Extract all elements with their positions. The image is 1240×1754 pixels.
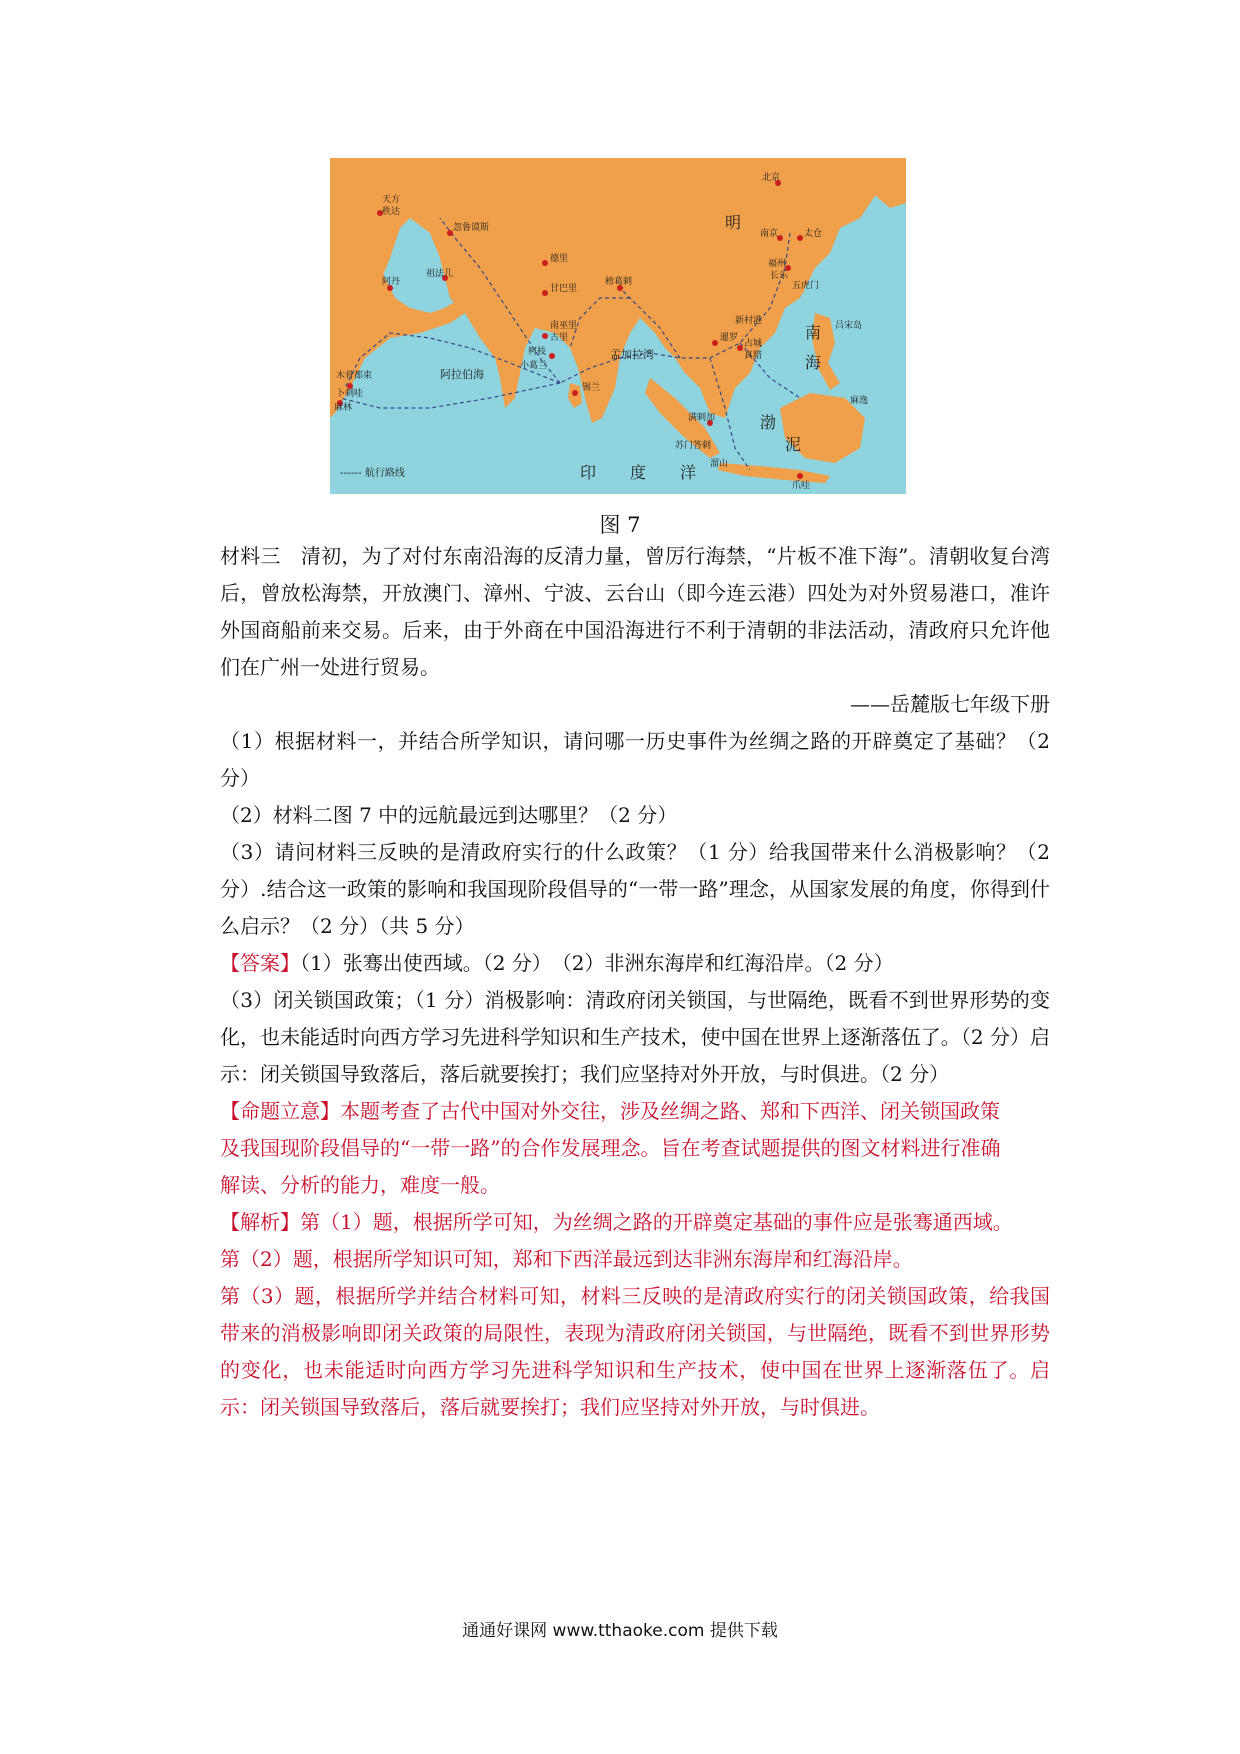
city-dot-java xyxy=(797,473,803,479)
map-label-indian-ocean-3: 洋 xyxy=(680,463,697,482)
answer-line-1-text: （1）张骞出使西域。（2 分） （2）非洲东海岸和红海沿岸。（2 分） xyxy=(300,951,894,975)
map-label-place: 忽鲁谟斯 xyxy=(453,223,490,233)
figure-caption: 图 7 xyxy=(599,513,641,537)
intent-line-1-text: 本题考查了古代中国对外交往，涉及丝绸之路、郑和下西洋、闭关锁国政策 xyxy=(340,1099,1000,1123)
map-label-place: 秩达 xyxy=(382,207,401,217)
question-3: （3）请问材料三反映的是清政府实行的什么政策？（1 分）给我国带来什么消极影响？（2 分）.结合这一政策的影响和我国现阶段倡导的“一带一路”理念，从国家发展的角度，你得到什么启示？（2 分）（共 5 分） xyxy=(220,840,1050,938)
analysis-tag: 【解析】 xyxy=(220,1210,300,1234)
map-label-place: 祖法儿 xyxy=(426,269,454,279)
map-label-place: 长乐 xyxy=(770,271,789,281)
intent-line-1 xyxy=(220,1093,1050,1130)
answer-line-1 xyxy=(220,945,1050,982)
map-label-place: 榜葛剌 xyxy=(605,277,633,287)
map-legend-route: ------ 航行路线 xyxy=(340,468,405,479)
analysis-para-3: 第（3）题，根据所学并结合材料可知，材料三反映的是清政府实行的闭关锁国政策，给我国带来的消极影响即闭关政策的局限性，表现为清政府闭关锁国，与世隔绝，既看不到世界形势的变化，也未能适时向西方学习先进科学知识和生产技术，使中国在世界上逐渐落伍了。启示：闭关锁国导致落后，落后就要挨打；我们应坚持对外开放，与时俱进。 xyxy=(220,1284,1050,1419)
intent-tag: 【命题立意】 xyxy=(220,1099,340,1123)
map-label-place: 溜山 xyxy=(710,459,729,469)
map-label-place: 阿丹 xyxy=(382,277,401,287)
city-dot-delhi xyxy=(542,260,548,266)
map-label-place: 麻逸 xyxy=(850,396,869,406)
map-label-boni: 渤 xyxy=(760,413,777,432)
map-label-place: 古里 xyxy=(550,333,569,343)
map-label-place: 苏门答剌 xyxy=(675,441,712,451)
map-label-place: 南巫里 xyxy=(550,321,578,331)
map-label-place: 五虎门 xyxy=(792,281,820,291)
map-label-place: 福州 xyxy=(768,259,787,269)
map-label-ming: 明 xyxy=(725,213,742,232)
map-label-place: 木骨都束 xyxy=(336,371,373,381)
map-label-place: 满剌加 xyxy=(688,413,716,423)
analysis-para-1 xyxy=(220,1204,1050,1241)
city-dot-ceylon xyxy=(572,390,578,396)
city-dot-champa xyxy=(737,345,743,351)
map-label-south-sea-2: 海 xyxy=(805,353,822,372)
city-dot-cochin xyxy=(549,353,555,359)
material3-source: ——岳麓版七年级下册 xyxy=(850,692,1050,716)
question-1: （1）根据材料一，并结合所学知识，请问哪一历史事件为丝绸之路的开辟奠定了基础？（2 分） xyxy=(220,729,1050,790)
map-label-indian-ocean-2: 度 xyxy=(630,463,647,482)
page-footer: 通通好课网 www.tthaoke.com 提供下载 xyxy=(462,1621,778,1641)
map-label-place: 暹罗 xyxy=(720,333,739,343)
intent-line-2: 及我国现阶段倡导的“一带一路”的合作发展理念。旨在考查试题提供的图文材料进行准确 xyxy=(220,1136,1001,1160)
intent-line-3: 解读、分析的能力，难度一般。 xyxy=(220,1173,500,1197)
map-label-place: 小葛兰 xyxy=(520,361,548,371)
material3-text: 材料三 清初，为了对付东南沿海的反清力量，曾厉行海禁，“片板不准下海”。清朝收复台湾后，曾放松海禁，开放澳门、漳州、宁波、云台山（即今连云港）四处为对外贸易港口，准许外国商船前来交易。后来，由于外商在中国沿海进行不利于清朝的非法活动，清政府只允许他们在广州一处进行贸易。 xyxy=(220,544,1050,679)
document-body xyxy=(220,538,1050,1426)
question-2: （2）材料二图 7 中的远航最远到达哪里？（2 分） xyxy=(220,803,678,827)
analysis-para-2: 第（2）题，根据所学知识可知，郑和下西洋最远到达非洲东海岸和红海沿岸。 xyxy=(220,1247,913,1271)
map-label-place: 卜剌哇 xyxy=(336,389,364,399)
map-label-boni-2: 泥 xyxy=(785,435,802,454)
map-label-place: 占城 xyxy=(744,339,763,349)
map-label-place: 太仓 xyxy=(804,229,823,239)
map-label-place: 甘巴里 xyxy=(550,284,578,294)
analysis-para-1-text: 第（1）题，根据所学可知，为丝绸之路的开辟奠定基础的事件应是张骞通西域。 xyxy=(300,1210,1013,1234)
map-label-south-sea: 南 xyxy=(805,323,822,342)
zheng-he-voyage-map xyxy=(330,158,906,494)
map-label-bay-of-bengal: 孟加拉湾 xyxy=(610,348,654,361)
city-dot-siam xyxy=(712,340,718,346)
map-label-place: 麻林 xyxy=(334,403,353,413)
city-dot-calicut xyxy=(542,333,548,339)
city-dot-cambay xyxy=(542,290,548,296)
map-label-place: 吕宋岛 xyxy=(835,321,863,331)
map-label-place: 柯枝 xyxy=(528,347,547,357)
map-label-arabian-sea: 阿拉伯海 xyxy=(440,368,484,381)
map-label-place: 北京 xyxy=(762,173,781,183)
map-label-place: 爪哇 xyxy=(792,481,811,491)
map-label-place: 锡兰 xyxy=(582,383,601,393)
map-label-place: 德里 xyxy=(550,254,569,264)
map-label-indian-ocean-1: 印 xyxy=(580,463,597,482)
map-label-place: 南京 xyxy=(760,229,779,239)
map-label-place: 天方 xyxy=(382,195,401,205)
city-dot-taicang xyxy=(797,235,803,241)
answer-line-2: （3）闭关锁国政策；（1 分）消极影响：清政府闭关锁国，与世隔绝，既看不到世界形势的变化，也未能适时向西方学习先进科学知识和生产技术，使中国在世界上逐渐落伍了。（2 分）启示：闭关锁国导致落后，落后就要挨打；我们应坚持对外开放，与时俱进。（2 分） xyxy=(220,988,1050,1086)
map-label-place: 真腊 xyxy=(744,351,763,361)
answer-tag: 【答案】 xyxy=(220,951,300,975)
map-label-place: 新村港 xyxy=(735,316,763,326)
